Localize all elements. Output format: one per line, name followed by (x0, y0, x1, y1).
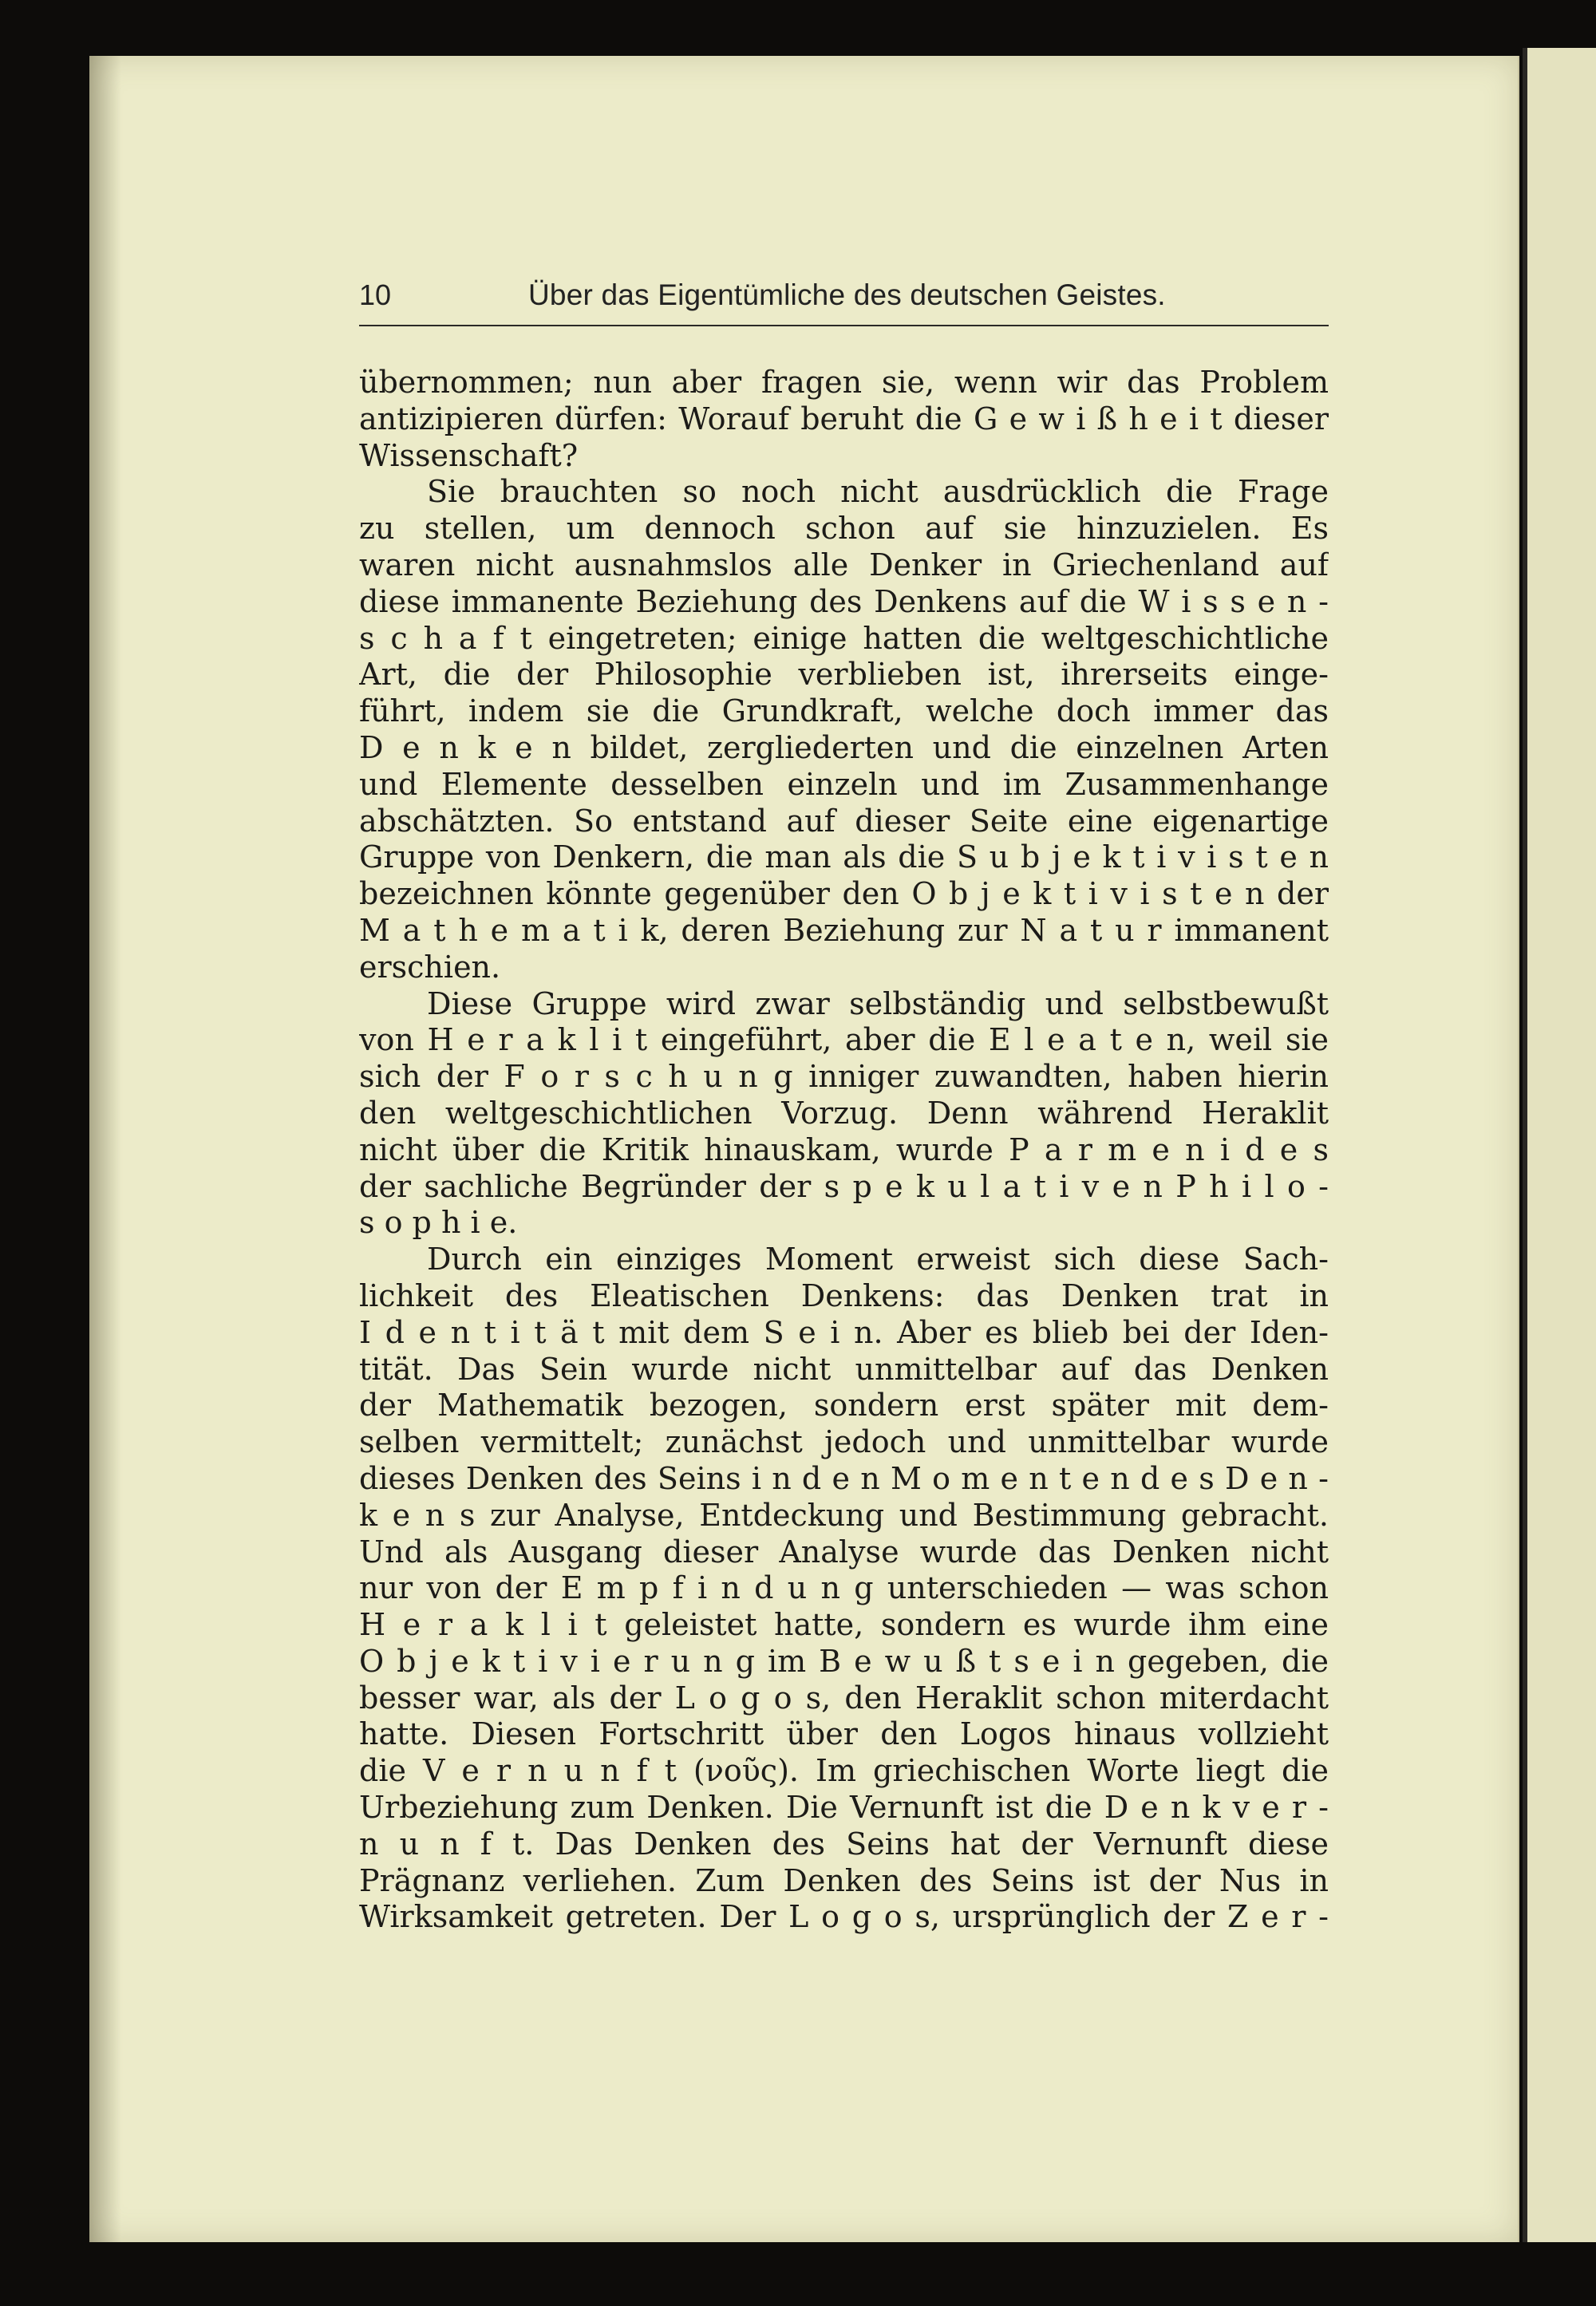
text-line: führt, indem sie die Grundkraft, welche doch immer das (359, 693, 1329, 729)
text-line: sich der F o r s c h u n g inniger zuwandten, haben hierin (359, 1059, 1329, 1095)
text-line: der Mathematik bezogen, sondern erst später mit dem- (359, 1388, 1329, 1423)
text-line: Art, die der Philosophie verblieben ist, ihrerseits einge- (359, 657, 1329, 693)
text-line: Urbeziehung zum Denken. Die Vernunft ist die D e n k v e r - (359, 1790, 1329, 1826)
text-line: erschien. (359, 949, 501, 985)
text-line: hatte. Diesen Fortschritt über den Logos hinaus vollzieht (359, 1716, 1329, 1752)
text-line: antizipieren dürfen: Worauf beruht die G e w i ß h e i t dieser (359, 401, 1329, 436)
text-line: k e n s zur Analyse, Entdeckung und Bestimmung gebracht. (359, 1497, 1329, 1533)
text-line: I d e n t i t ä t mit dem S e i n. Aber es blieb bei der Iden- (359, 1314, 1329, 1350)
text-line: n u n f t. Das Denken des Seins hat der Vernunft diese (359, 1826, 1329, 1862)
body-text (359, 365, 1329, 1936)
text-line: s o p h i e. (359, 1205, 518, 1241)
text-line: lichkeit des Eleatischen Denkens: das Denken trat in (359, 1277, 1329, 1313)
text-line: bezeichnen könnte gegenüber den O b j e k t i v i s t e n der (359, 876, 1329, 912)
text-line: abschätzten. So entstand auf dieser Seite eine eigenartige (359, 803, 1329, 839)
text-line: den weltgeschichtlichen Vorzug. Denn während Heraklit (359, 1095, 1329, 1131)
text-line: dieses Denken des Seins i n d e n M o m e n t e n d e s D e n - (359, 1460, 1329, 1496)
text-line: zu stellen, um dennoch schon auf sie hinzuzielen. Es (359, 511, 1329, 547)
text-line: tität. Das Sein wurde nicht unmittelbar auf das Denken (359, 1351, 1329, 1387)
text-line: besser war, als der L o g o s, den Heraklit schon miterdacht (359, 1680, 1329, 1716)
text-line: Wissenschaft? (359, 437, 579, 473)
spine-shadow (89, 56, 121, 2242)
text-line: Wirksamkeit getreten. Der L o g o s, ursprünglich der Z e r - (359, 1899, 1329, 1935)
running-head (359, 277, 1329, 326)
facing-page-edge (1523, 48, 1596, 2242)
text-line: Gruppe von Denkern, die man als die S u b j e k t i v i s t e n (359, 839, 1329, 875)
running-title: Über das Eigentümliche des deutschen Geistes. (528, 278, 1166, 311)
text-line: D e n k e n bildet, zergliederten und die einzelnen Arten (359, 729, 1329, 765)
text-line: Sie brauchten so noch nicht ausdrücklich die Frage (427, 474, 1329, 510)
text-line: Prägnanz verliehen. Zum Denken des Seins ist der Nus in (359, 1862, 1329, 1898)
text-line: waren nicht ausnahmslos alle Denker in Griechenland auf (359, 547, 1329, 582)
text-line: O b j e k t i v i e r u n g im B e w u ß t s e i n gegeben, die (359, 1643, 1329, 1679)
page-number: 10 (359, 278, 392, 311)
text-line: übernommen; nun aber fragen sie, wenn wir das Problem (359, 365, 1329, 400)
text-line: Diese Gruppe wird zwar selbständig und selbstbewußt (427, 985, 1329, 1021)
text-line: von H e r a k l i t eingeführt, aber die E l e a t e n, weil sie (359, 1022, 1329, 1058)
text-line: H e r a k l i t geleistet hatte, sondern es wurde ihm eine (359, 1607, 1329, 1643)
text-line: nicht über die Kritik hinauskam, wurde P a r m e n i d e s (359, 1131, 1329, 1167)
text-line: M a t h e m a t i k, deren Beziehung zur N a t u r immanent (359, 912, 1329, 948)
text-line: nur von der E m p f i n d u n g unterschieden — was schon (359, 1570, 1329, 1606)
text-line: und Elemente desselben einzeln und im Zusammenhange (359, 766, 1329, 802)
text-line: selben vermittelt; zunächst jedoch und unmittelbar wurde (359, 1424, 1329, 1460)
text-line: die V e r n u n f t (νοῦς). Im griechischen Worte liegt die (359, 1753, 1329, 1789)
text-line: Und als Ausgang dieser Analyse wurde das Denken nicht (359, 1534, 1329, 1570)
text-line: der sachliche Begründer der s p e k u l a t i v e n P h i l o - (359, 1168, 1329, 1204)
text-line: diese immanente Beziehung des Denkens auf die W i s s e n - (359, 583, 1329, 619)
text-line: Durch ein einziges Moment erweist sich diese Sach- (427, 1242, 1329, 1277)
text-line: s c h a f t eingetreten; einige hatten die weltgeschichtliche (359, 620, 1329, 656)
